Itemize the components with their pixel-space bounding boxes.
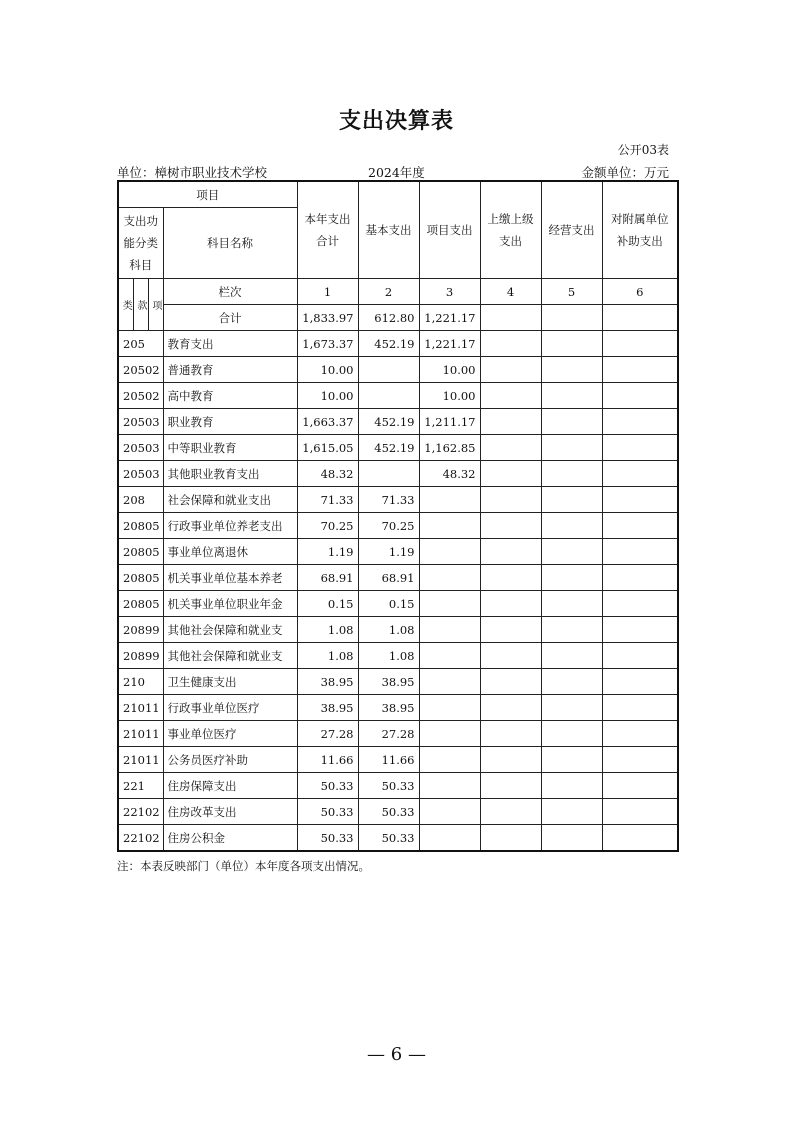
amount-subsidy	[602, 435, 678, 461]
amount-upper	[480, 435, 541, 461]
table-row	[118, 409, 678, 435]
subject-code: 21011	[118, 721, 163, 747]
table-row	[118, 591, 678, 617]
amount-project	[419, 669, 480, 695]
amount-total: 1.19	[297, 539, 358, 565]
table-row	[118, 357, 678, 383]
amount-subsidy	[602, 695, 678, 721]
table-row	[118, 539, 678, 565]
amount-operating	[541, 435, 602, 461]
amount-operating	[541, 617, 602, 643]
amount-basic	[358, 461, 419, 487]
amount-operating	[541, 565, 602, 591]
amount-subsidy	[602, 617, 678, 643]
amount-total: 71.33	[297, 487, 358, 513]
header-kuan: 款	[133, 279, 148, 331]
amount-basic: 1.08	[358, 617, 419, 643]
table-row	[118, 565, 678, 591]
table-row	[118, 331, 678, 357]
amount-upper	[480, 357, 541, 383]
amount-total: 50.33	[297, 799, 358, 825]
subject-code: 208	[118, 487, 163, 513]
page-title: 支出决算表	[338, 108, 454, 134]
amount-upper	[480, 487, 541, 513]
subject-name: 行政事业单位医疗	[163, 695, 297, 721]
subject-code: 21011	[118, 747, 163, 773]
amount-subsidy	[602, 643, 678, 669]
amount-project	[419, 799, 480, 825]
subject-code: 22102	[118, 825, 163, 852]
amount-subsidy	[602, 357, 678, 383]
amount-upper	[480, 409, 541, 435]
table-row	[118, 617, 678, 643]
table-row	[118, 773, 678, 799]
amount-operating	[541, 331, 602, 357]
amount-basic: 38.95	[358, 695, 419, 721]
amount-upper	[480, 565, 541, 591]
table-row	[118, 669, 678, 695]
amount-operating	[541, 409, 602, 435]
total-amount: 1,833.97	[297, 305, 358, 331]
subject-name: 其他职业教育支出	[163, 461, 297, 487]
subject-code: 20805	[118, 591, 163, 617]
subject-name: 机关事业单位职业年金	[163, 591, 297, 617]
amount-project	[419, 747, 480, 773]
amount-upper	[480, 513, 541, 539]
table-row	[118, 383, 678, 409]
header-subsidy: 对附属单位补助支出	[602, 181, 678, 279]
amount-operating	[541, 773, 602, 799]
amount-project	[419, 539, 480, 565]
amount-total: 27.28	[297, 721, 358, 747]
amount-operating	[541, 591, 602, 617]
amount-project	[419, 825, 480, 852]
header-upper: 上缴上级支出	[480, 181, 541, 279]
total-label: 合计	[163, 305, 297, 331]
amount-upper	[480, 695, 541, 721]
amount-subsidy	[602, 825, 678, 852]
amount-upper	[480, 643, 541, 669]
index-cell: 3	[419, 279, 480, 305]
amount-basic: 452.19	[358, 435, 419, 461]
amount-upper	[480, 539, 541, 565]
subject-code: 22102	[118, 799, 163, 825]
expenditure-table	[117, 180, 679, 852]
row-index-label: 栏次	[163, 279, 297, 305]
subject-name: 普通教育	[163, 357, 297, 383]
amount-total: 1,663.37	[297, 409, 358, 435]
subject-name: 其他社会保障和就业支	[163, 617, 297, 643]
amount-basic: 1.19	[358, 539, 419, 565]
subject-code: 20503	[118, 461, 163, 487]
unit-label: 单位：樟树市职业技术学校	[117, 165, 268, 180]
amount-total: 50.33	[297, 773, 358, 799]
amount-project	[419, 513, 480, 539]
amount-upper	[480, 747, 541, 773]
header-project-exp: 项目支出	[419, 181, 480, 279]
amount-basic: 50.33	[358, 825, 419, 852]
amount-operating	[541, 721, 602, 747]
amount-operating	[541, 643, 602, 669]
amount-upper	[480, 799, 541, 825]
amount-basic: 70.25	[358, 513, 419, 539]
subject-code: 205	[118, 331, 163, 357]
subject-code: 20805	[118, 513, 163, 539]
amount-total: 48.32	[297, 461, 358, 487]
amount-subsidy	[602, 565, 678, 591]
total-row	[118, 305, 678, 331]
index-cell: 2	[358, 279, 419, 305]
amount-total: 1,615.05	[297, 435, 358, 461]
amount-upper	[480, 669, 541, 695]
total-project: 1,221.17	[419, 305, 480, 331]
amount-basic	[358, 357, 419, 383]
amount-project: 1,211.17	[419, 409, 480, 435]
amount-operating	[541, 539, 602, 565]
subject-name: 住房保障支出	[163, 773, 297, 799]
amount-subsidy	[602, 591, 678, 617]
amount-operating	[541, 513, 602, 539]
amount-total: 1.08	[297, 643, 358, 669]
table-row	[118, 513, 678, 539]
subject-code: 20899	[118, 617, 163, 643]
amount-subsidy	[602, 383, 678, 409]
index-cell: 1	[297, 279, 358, 305]
amount-operating	[541, 669, 602, 695]
amount-project	[419, 617, 480, 643]
subject-code: 221	[118, 773, 163, 799]
amount-basic: 0.15	[358, 591, 419, 617]
amount-project	[419, 773, 480, 799]
amount-basic	[358, 383, 419, 409]
amount-operating	[541, 747, 602, 773]
amount-project: 1,221.17	[419, 331, 480, 357]
amount-subsidy	[602, 669, 678, 695]
header-xiang: 项	[148, 279, 163, 331]
amount-upper	[480, 825, 541, 852]
table-row	[118, 461, 678, 487]
amount-upper	[480, 773, 541, 799]
money-unit-label: 金额单位：万元	[581, 165, 669, 180]
amount-subsidy	[602, 461, 678, 487]
subject-name: 中等职业教育	[163, 435, 297, 461]
amount-total: 50.33	[297, 825, 358, 852]
amount-project	[419, 721, 480, 747]
index-cell: 6	[602, 279, 678, 305]
subject-code: 20805	[118, 539, 163, 565]
header-lei: 类	[118, 279, 133, 331]
amount-upper	[480, 383, 541, 409]
footnote: 注：本表反映部门（单位）本年度各项支出情况。	[117, 859, 370, 873]
subject-name: 其他社会保障和就业支	[163, 643, 297, 669]
amount-total: 1,673.37	[297, 331, 358, 357]
header-func-class: 支出功能分类科目	[118, 208, 163, 279]
amount-basic: 452.19	[358, 331, 419, 357]
amount-subsidy	[602, 331, 678, 357]
amount-operating	[541, 487, 602, 513]
subject-name: 行政事业单位养老支出	[163, 513, 297, 539]
amount-operating	[541, 825, 602, 852]
amount-basic: 68.91	[358, 565, 419, 591]
subject-code: 20805	[118, 565, 163, 591]
subject-code: 20899	[118, 643, 163, 669]
amount-project: 48.32	[419, 461, 480, 487]
subject-code: 20503	[118, 435, 163, 461]
amount-basic: 38.95	[358, 669, 419, 695]
table-row	[118, 721, 678, 747]
subject-code: 20502	[118, 383, 163, 409]
table-row	[118, 747, 678, 773]
amount-project	[419, 565, 480, 591]
total-basic: 612.80	[358, 305, 419, 331]
subject-name: 机关事业单位基本养老	[163, 565, 297, 591]
amount-project	[419, 487, 480, 513]
subject-name: 高中教育	[163, 383, 297, 409]
subject-name: 事业单位离退休	[163, 539, 297, 565]
index-cell: 5	[541, 279, 602, 305]
subject-code: 20503	[118, 409, 163, 435]
subject-name: 教育支出	[163, 331, 297, 357]
amount-subsidy	[602, 799, 678, 825]
amount-total: 38.95	[297, 695, 358, 721]
amount-project: 10.00	[419, 383, 480, 409]
amount-upper	[480, 331, 541, 357]
amount-total: 70.25	[297, 513, 358, 539]
amount-upper	[480, 591, 541, 617]
amount-total: 11.66	[297, 747, 358, 773]
amount-subsidy	[602, 747, 678, 773]
amount-basic: 50.33	[358, 799, 419, 825]
table-row	[118, 799, 678, 825]
amount-operating	[541, 461, 602, 487]
amount-subsidy	[602, 409, 678, 435]
year-label: 2024年度	[368, 165, 425, 180]
header-total: 本年支出合计	[297, 181, 358, 279]
header-operating: 经营支出	[541, 181, 602, 279]
page-number: — 6 —	[367, 1044, 426, 1065]
amount-operating	[541, 695, 602, 721]
form-number: 公开03表	[617, 143, 669, 157]
amount-total: 68.91	[297, 565, 358, 591]
amount-operating	[541, 357, 602, 383]
amount-total: 0.15	[297, 591, 358, 617]
subject-name: 住房公积金	[163, 825, 297, 852]
subject-name: 事业单位医疗	[163, 721, 297, 747]
amount-project	[419, 591, 480, 617]
amount-basic: 27.28	[358, 721, 419, 747]
subject-name: 住房改革支出	[163, 799, 297, 825]
table-row	[118, 643, 678, 669]
amount-basic: 50.33	[358, 773, 419, 799]
table-row	[118, 695, 678, 721]
table-row	[118, 435, 678, 461]
amount-subsidy	[602, 487, 678, 513]
index-cell: 4	[480, 279, 541, 305]
amount-operating	[541, 799, 602, 825]
amount-project: 1,162.85	[419, 435, 480, 461]
amount-subsidy	[602, 513, 678, 539]
amount-operating	[541, 383, 602, 409]
amount-total: 1.08	[297, 617, 358, 643]
amount-total: 10.00	[297, 383, 358, 409]
amount-subsidy	[602, 539, 678, 565]
subject-name: 职业教育	[163, 409, 297, 435]
amount-upper	[480, 617, 541, 643]
amount-basic: 1.08	[358, 643, 419, 669]
subject-name: 公务员医疗补助	[163, 747, 297, 773]
subject-code: 20502	[118, 357, 163, 383]
amount-basic: 71.33	[358, 487, 419, 513]
subject-code: 210	[118, 669, 163, 695]
table-row	[118, 825, 678, 852]
table-row	[118, 487, 678, 513]
subject-name: 卫生健康支出	[163, 669, 297, 695]
amount-total: 10.00	[297, 357, 358, 383]
header-project: 项目	[118, 181, 297, 208]
amount-total: 38.95	[297, 669, 358, 695]
subject-code: 21011	[118, 695, 163, 721]
amount-subsidy	[602, 773, 678, 799]
header-basic: 基本支出	[358, 181, 419, 279]
amount-project: 10.00	[419, 357, 480, 383]
amount-upper	[480, 721, 541, 747]
amount-basic: 452.19	[358, 409, 419, 435]
subject-name: 社会保障和就业支出	[163, 487, 297, 513]
amount-subsidy	[602, 721, 678, 747]
amount-project	[419, 643, 480, 669]
header-subject-name: 科目名称	[163, 208, 297, 279]
amount-project	[419, 695, 480, 721]
amount-basic: 11.66	[358, 747, 419, 773]
amount-upper	[480, 461, 541, 487]
